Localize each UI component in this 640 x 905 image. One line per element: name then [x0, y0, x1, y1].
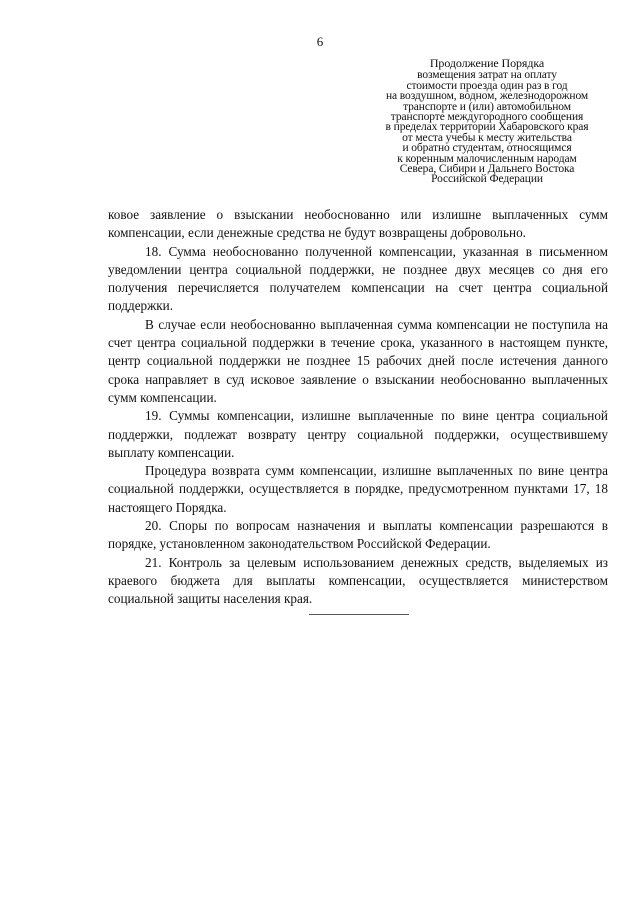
closing-divider [309, 614, 409, 615]
header-line: в пределах территории Хабаровского края [385, 121, 589, 134]
header-line: Российской Федерации [431, 173, 543, 186]
document-header [352, 58, 622, 185]
header-line: от места учебы к месту жительства [402, 131, 572, 144]
header-line: Севера, Сибири и Дальнего Востока [399, 163, 575, 176]
paragraph-18: 18. Сумма необоснованно полученной компенсации, указанная в письменном уведомлении центра социальной поддержки, не позднее двух месяцев со дня его получения перечисляется получателем компенсации на счет центра социальной поддержки. [108, 243, 608, 314]
header-line: и обратно студентам, относящимся [402, 142, 572, 155]
header-line: транспорте и (или) автомобильном [403, 100, 571, 113]
paragraph-continued: ковое заявление о взыскании необоснованно или излишне выплаченных сумм компенсации, если денежные средства не будут возвращены добровольно. [108, 207, 608, 241]
paragraph-18-case: В случае если необоснованно выплаченная сумма компенсации не поступила на счет центра социальной поддержки в течение срока, указанного в настоящем пункте, центр социальной поддержки не позднее 15 рабочих дней после истечения данного срока направляет в суд исковое заявление о взыскании необоснованно выплаченных сумм компенсации. [108, 316, 608, 405]
page-number: 6 [316, 34, 324, 49]
header-line: на воздушном, водном, железнодорожном [385, 90, 589, 103]
header-line: транспорте междугородного сообщения [390, 111, 584, 124]
header-line: возмещения затрат на оплату [417, 69, 557, 82]
paragraph-19-procedure: Процедура возврата сумм компенсации, излишне выплаченных по вине центра социальной поддержки, осуществляется в порядке, предусмотренном пунктами 17, 18 настоящего Порядка. [108, 463, 608, 515]
paragraph-21: 21. Контроль за целевым использованием денежных средств, выделяемых из краевого бюджета для выплаты компенсации, осуществляется министерством социальной защиты населения края. [108, 554, 608, 607]
header-title: Продолжение Порядка [429, 56, 545, 70]
paragraph-19: 19. Суммы компенсации, излишне выплаченные по вине центра социальной поддержки, подлежат возврату центру социальной поддержки, осуществившему выплату компенсации. [108, 408, 608, 460]
document-body [108, 206, 608, 609]
header-line: к коренным малочисленным народам [397, 152, 577, 165]
paragraph-20: 20. Споры по вопросам назначения и выплаты компенсации разрешаются в порядке, установленном законодательством Российской Федерации. [108, 518, 608, 552]
header-line: стоимости проезда один раз в год [406, 79, 568, 92]
